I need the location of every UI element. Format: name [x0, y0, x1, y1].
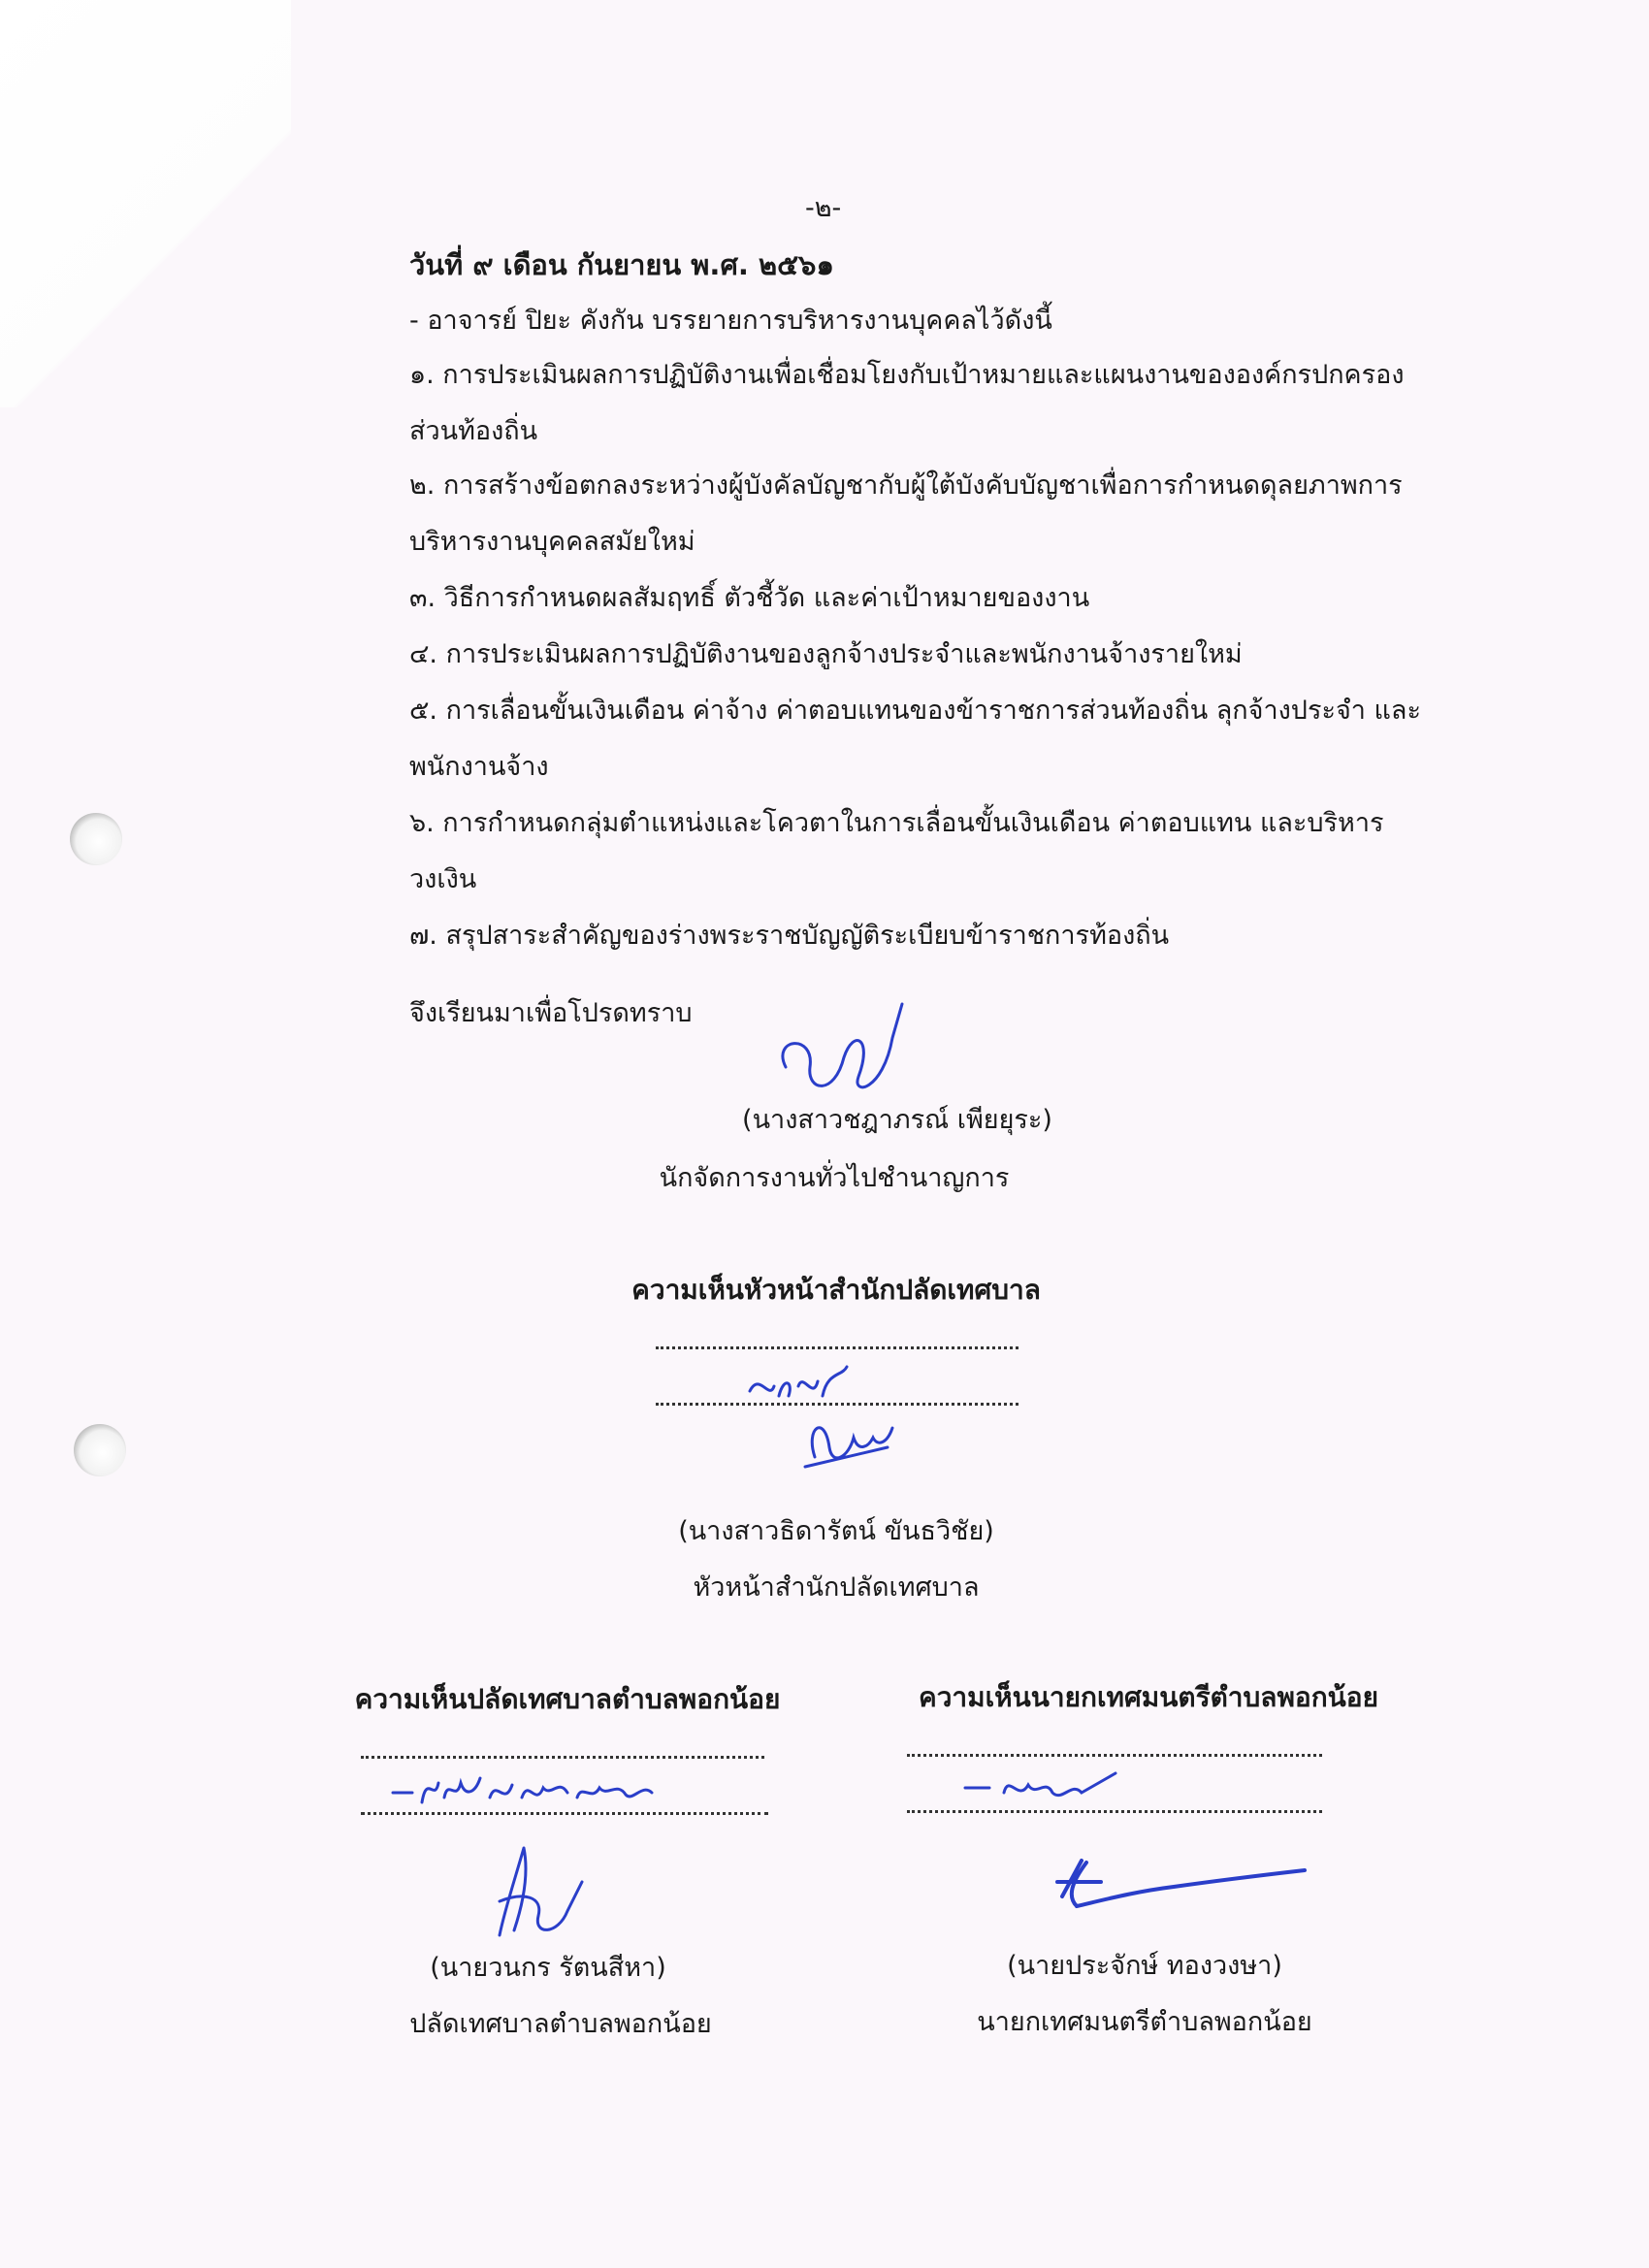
punch-hole-upper [70, 813, 122, 865]
item-line: บริหารงานบุคคลสมัยใหม่ [409, 527, 695, 557]
handwritten-note [745, 1362, 852, 1414]
item-line: พนักงานจ้าง [409, 752, 549, 782]
signer-4-name: (นายประจักษ์ ทองวงษา) [1007, 1951, 1282, 1981]
closing-line: จึงเรียนมาเพื่อโปรดทราบ [409, 998, 693, 1028]
page-number: -๒- [805, 193, 842, 223]
folded-corner [0, 0, 291, 407]
item-line: วงเงิน [409, 864, 477, 894]
date-heading: วันที่ ๙ เดือน กันยายน พ.ศ. ๒๕๖๑ [409, 248, 834, 281]
item-line: ๑. การประเมินผลการปฏิบัติงานเพื่อเชื่อมโยงกับเป้าหมายและแผนงานขององค์กรปกครอง [409, 360, 1405, 390]
signature-2 [795, 1409, 902, 1476]
signature-3 [485, 1843, 592, 1950]
dotted-line [907, 1810, 1322, 1813]
signer-2-position: หัวหน้าสำนักปลัดเทศบาล [693, 1572, 980, 1603]
signature-4 [1048, 1853, 1319, 1921]
item-line: ๖. การกำหนดกลุ่มตำแหน่งและโควตาในการเลื่อนขั้นเงินเดือน ค่าตอบแทน และบริหาร [409, 808, 1384, 838]
signer-1-position: นักจัดการงานทั่วไปชำนาญการ [659, 1163, 1010, 1193]
item-line: ๒. การสร้างข้อตกลงระหว่างผู้บังคัลบัญชากับผู้ใต้บังคับบัญชาเพื่อการกำหนดดุลยภาพการ [409, 470, 1403, 501]
opinion-clerk-title: ความเห็นปลัดเทศบาลตำบลพอกน้อย [354, 1683, 781, 1715]
item-line: ๕. การเลื่อนขั้นเงินเดือน ค่าจ้าง ค่าตอบแทนของข้าราชการส่วนท้องถิ่น ลุกจ้างประจำ และ [409, 696, 1421, 726]
item-line: ๗. สรุปสาระสำคัญของร่างพระราชบัญญัติระเบียบข้าราชการท้องถิ่น [409, 921, 1170, 951]
dotted-line [907, 1754, 1322, 1757]
dotted-line [656, 1346, 1018, 1349]
item-line: ๔. การประเมินผลการปฏิบัติงานของลูกจ้างประจำและพนักงานจ้างรายใหม่ [409, 639, 1243, 669]
handwritten-note [960, 1764, 1125, 1816]
opinion-mayor-title: ความเห็นนายกเทศมนตรีตำบลพอกน้อย [918, 1681, 1379, 1713]
dotted-line [656, 1403, 1018, 1406]
signer-3-name: (นายวนกร รัตนสีหา) [430, 1953, 666, 1983]
item-line: ส่วนท้องถิ่น [409, 416, 538, 446]
opinion-head-office-title: ความเห็นหัวหน้าสำนักปลัดเทศบาล [631, 1274, 1041, 1306]
intro-line: - อาจารย์ ปิยะ คังกัน บรรยายการบริหารงานบุคคลไว้ดังนี้ [409, 306, 1052, 336]
dotted-line [361, 1756, 764, 1759]
signer-2-name: (นางสาวธิดารัตน์ ขันธวิชัย) [678, 1516, 994, 1546]
punch-hole-lower [74, 1424, 126, 1476]
signer-1-name: (นางสาวชฎาภรณ์ เพียยุระ) [742, 1105, 1052, 1135]
item-line: ๓. วิธีการกำหนดผลสัมฤทธิ์ ตัวชี้วัด และค่าเป้าหมายของงาน [409, 583, 1090, 613]
signer-4-position: นายกเทศมนตรีตำบลพอกน้อย [977, 2007, 1312, 2037]
dotted-line [361, 1812, 768, 1815]
signer-3-position: ปลัดเทศบาลตำบลพอกน้อย [409, 2009, 712, 2039]
